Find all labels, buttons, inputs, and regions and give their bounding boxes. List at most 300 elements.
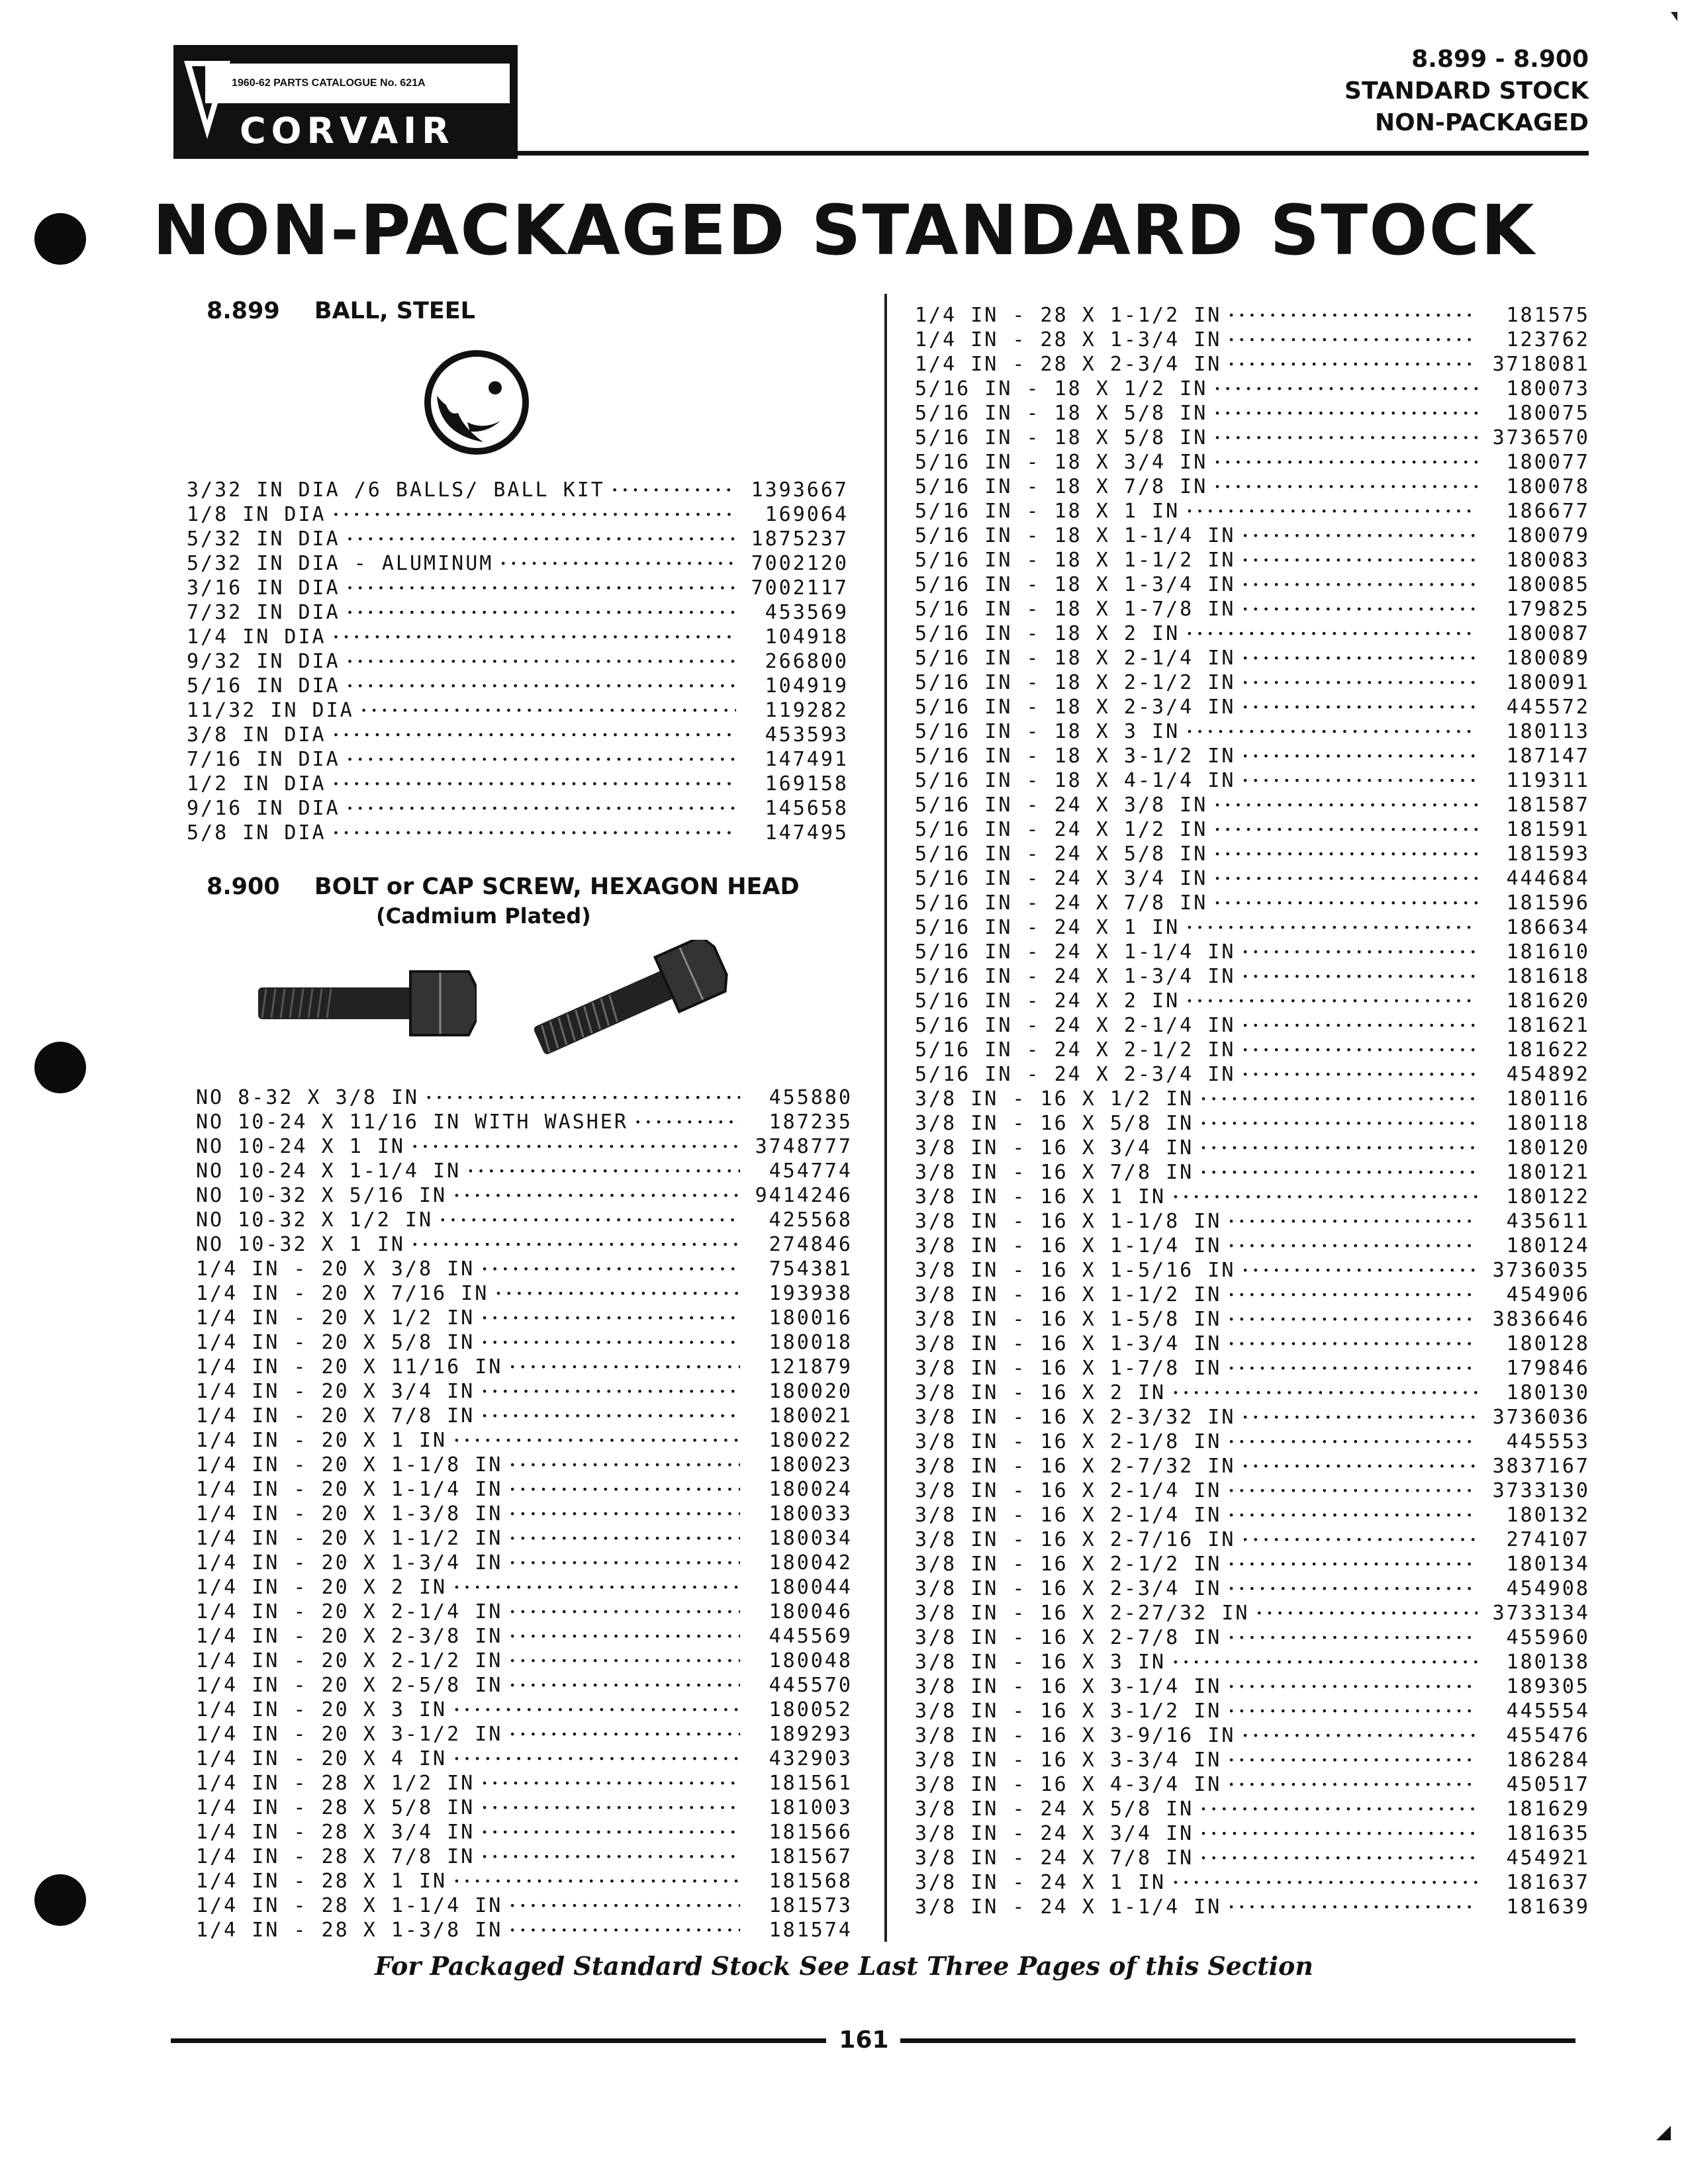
leader-dots [1172,1182,1477,1209]
part-number: 444684 [1506,867,1590,890]
leader-dots [1228,1476,1477,1503]
part-number: 425568 [769,1208,853,1232]
part-number: 180132 [1506,1504,1590,1527]
part-description: 1/4 IN - 20 X 3/4 IN [196,1380,475,1403]
part-number: 445553 [1506,1430,1590,1453]
part-description: 3/8 IN - 16 X 1-5/16 IN [915,1259,1236,1282]
leader-dots [1186,913,1477,940]
leader-dots [509,1646,740,1673]
list-item [915,1723,1590,1748]
part-description: NO 10-24 X 1-1/4 IN [196,1160,461,1183]
list-item [915,842,1590,866]
part-number: 181587 [1506,794,1590,817]
part-number: 181596 [1506,891,1590,915]
part-number: 181568 [769,1870,853,1893]
leader-dots [1228,325,1477,352]
leader-dots [1172,1378,1477,1405]
part-description: 9/32 IN DIA [187,650,340,673]
footer-rule [900,2038,1575,2043]
leader-dots [1228,1574,1477,1601]
list-item [915,1846,1590,1870]
part-description: 1/4 IN - 20 X 1 IN [196,1429,447,1452]
part-number: 445569 [769,1625,853,1648]
part-number: 3736570 [1492,426,1590,449]
list-item [196,1796,853,1820]
hex-bolt-illustration [258,953,477,1052]
part-number: 3718081 [1492,353,1590,376]
part-description: 3/8 IN - 24 X 1 IN [915,1871,1166,1894]
part-description: 1/4 IN - 28 X 7/8 IN [196,1845,475,1868]
part-description: 1/4 IN DIA [187,625,326,649]
list-item [196,1428,853,1453]
leader-dots [347,573,736,600]
leader-dots [1214,447,1477,475]
part-description: 5/32 IN DIA [187,527,340,551]
part-description: 3/8 IN - 16 X 2-7/32 IN [915,1455,1236,1478]
list-item [196,1306,853,1330]
leader-dots [1242,1255,1477,1283]
list-item [196,1257,853,1281]
part-description: 1/4 IN - 20 X 3-1/2 IN [196,1723,503,1746]
punch-hole [34,1874,86,1926]
part-description: 3/8 IN - 16 X 2-1/4 IN [915,1504,1222,1527]
part-number: 180087 [1506,622,1590,645]
corvair-logo [173,45,518,159]
part-description: 5/16 IN - 24 X 2-1/2 IN [915,1038,1236,1062]
steel-ball-illustration [424,349,530,455]
part-number: 180022 [769,1429,853,1452]
part-description: 5/16 IN - 18 X 3 IN [915,720,1180,743]
part-number: 180079 [1506,524,1590,547]
list-item [915,1209,1590,1234]
leader-dots [1186,986,1477,1013]
list-item [196,1281,853,1306]
part-number: 180138 [1506,1651,1590,1674]
list-item [196,1624,853,1649]
part-description: 11/32 IN DIA [187,699,354,722]
part-description: 1/4 IN - 28 X 3/4 IN [196,1821,475,1844]
section-subtitle: (Cadmium Plated) [376,903,591,929]
part-description: 3/8 IN - 24 X 5/8 IN [915,1797,1194,1821]
part-number: 455960 [1506,1626,1590,1649]
leader-dots [1242,766,1477,793]
list-item [915,940,1590,964]
part-number: 180042 [769,1551,853,1574]
list-item [196,1600,853,1624]
part-description: 1/4 IN - 20 X 1-1/2 IN [196,1527,503,1550]
list-item [915,548,1590,572]
leader-dots [500,549,736,576]
part-number: 445554 [1506,1700,1590,1723]
leader-dots [509,1548,740,1575]
leader-dots [1242,962,1477,989]
list-item [196,1232,853,1257]
part-number: 169158 [765,772,849,796]
part-description: 1/4 IN - 28 X 1/2 IN [196,1772,475,1795]
list-item [915,1160,1590,1185]
part-description: 1/4 IN - 28 X 1-1/4 IN [196,1894,503,1917]
part-number: 454921 [1506,1846,1590,1870]
list-item [915,1625,1590,1650]
part-description: 5/16 IN - 18 X 1-3/4 IN [915,573,1236,596]
section-range: 8.899 - 8.900 [1411,46,1589,73]
leader-dots [1214,888,1477,915]
part-number: 145658 [765,797,849,820]
list-item [915,1748,1590,1772]
leader-dots [509,1524,740,1551]
part-number: 180023 [769,1453,853,1477]
list-item [915,1356,1590,1381]
list-item [915,1601,1590,1625]
part-number: 181003 [769,1796,853,1819]
header-section-info [1344,44,1589,139]
leader-dots [1228,1206,1477,1234]
leader-dots [1214,398,1477,426]
part-description: 5/16 IN - 18 X 2-1/4 IN [915,647,1236,670]
part-number: 3748777 [755,1135,853,1158]
list-item [915,915,1590,940]
part-description: NO 10-32 X 1 IN [196,1233,405,1256]
leader-dots [1242,1060,1477,1087]
list-item [196,1134,853,1159]
leader-dots [412,1230,740,1257]
part-description: 1/4 IN - 20 X 1-3/4 IN [196,1551,503,1574]
part-description: 5/16 IN - 24 X 2-1/4 IN [915,1014,1236,1037]
part-description: 5/32 IN DIA - ALUMINUM [187,552,494,575]
part-description: 3/8 IN - 16 X 1 IN [915,1185,1166,1208]
part-description: 5/16 IN - 18 X 4-1/4 IN [915,769,1236,792]
page-number: 161 [839,2026,889,2054]
list-item [187,649,849,674]
part-description: 5/16 IN - 18 X 5/8 IN [915,402,1208,425]
list-item [196,1918,853,1942]
part-description: 5/16 IN - 24 X 5/8 IN [915,842,1208,866]
part-description: 5/16 IN - 18 X 2 IN [915,622,1180,645]
list-item [915,866,1590,891]
leader-dots [1228,300,1477,328]
part-number: 180128 [1506,1332,1590,1355]
leader-dots [1228,1696,1477,1723]
list-item [915,572,1590,597]
leader-dots [1214,790,1477,817]
leader-dots [1256,1598,1477,1625]
list-item [196,1453,853,1477]
leader-dots [1186,619,1477,646]
list-item [915,646,1590,670]
part-number: 454774 [769,1160,853,1183]
part-number: 187147 [1506,745,1590,768]
part-number: 180120 [1506,1136,1590,1160]
part-number: 121879 [769,1355,853,1379]
part-description: 3/32 IN DIA /6 BALLS/ BALL KIT [187,478,605,502]
part-number: 147491 [765,748,849,771]
part-number: 180024 [769,1478,853,1501]
leader-dots [481,1328,740,1355]
part-number: 104919 [765,674,849,698]
list-item [915,989,1590,1013]
part-description: 1/4 IN - 20 X 2-1/2 IN [196,1649,503,1672]
list-item [915,1038,1590,1062]
part-number: 180085 [1506,573,1590,596]
list-item [196,1208,853,1232]
leader-dots [1214,423,1477,450]
part-description: 1/4 IN - 20 X 2-5/8 IN [196,1674,503,1697]
leader-dots [1242,1721,1477,1748]
part-description: NO 10-32 X 1/2 IN [196,1208,434,1232]
part-description: 3/8 IN - 16 X 4-3/4 IN [915,1773,1222,1796]
list-item [196,1649,853,1673]
leader-dots [333,500,736,527]
part-description: 3/8 IN - 16 X 2-1/2 IN [915,1553,1222,1576]
part-number: 104918 [765,625,849,649]
part-description: 7/32 IN DIA [187,601,340,624]
list-item [196,1869,853,1893]
part-number: 180118 [1506,1112,1590,1135]
list-item [915,1258,1590,1283]
list-item [187,698,849,723]
part-number: 180122 [1506,1185,1590,1208]
leader-dots [1242,594,1477,621]
part-description: 5/16 IN - 18 X 1-7/8 IN [915,598,1236,621]
list-item [196,1698,853,1722]
punch-hole [34,1042,86,1093]
part-description: 3/8 IN - 16 X 7/8 IN [915,1161,1194,1184]
part-description: 3/8 IN - 16 X 3-3/4 IN [915,1749,1222,1772]
list-item [196,1893,853,1918]
part-number: 181618 [1506,965,1590,988]
leader-dots [1242,521,1477,548]
part-description: 3/8 IN - 16 X 1-1/4 IN [915,1234,1222,1257]
part-description: 5/16 IN - 24 X 3/8 IN [915,794,1208,817]
list-item [915,1136,1590,1160]
list-item [196,1379,853,1404]
part-number: 181635 [1506,1822,1590,1845]
list-item [915,1087,1590,1111]
part-number: 181620 [1506,989,1590,1013]
leader-dots [347,794,736,821]
list-item [196,1404,853,1428]
hex-bolt-illustration [523,940,735,1059]
part-description: 5/16 IN - 18 X 1/2 IN [915,377,1208,400]
leader-dots [453,1866,740,1893]
part-number: 189293 [769,1723,853,1746]
part-description: 5/16 IN - 18 X 2-3/4 IN [915,696,1236,719]
list-item [915,621,1590,646]
leader-dots [481,1254,740,1281]
part-number: 180116 [1506,1087,1590,1111]
list-item [915,1332,1590,1356]
leader-dots [1228,1329,1477,1356]
list-item [187,551,849,576]
list-item [915,1699,1590,1723]
part-number: 181639 [1506,1895,1590,1919]
part-description: 3/8 IN - 16 X 2-27/32 IN [915,1602,1250,1625]
part-description: 3/8 IN - 16 X 1/2 IN [915,1087,1194,1111]
leader-dots [1214,374,1477,401]
list-item [196,1747,853,1771]
leader-dots [333,720,736,747]
page-title: NON-PACKAGED STANDARD STOCK [152,190,1536,271]
leader-dots [453,1426,740,1453]
part-number: 454906 [1506,1283,1590,1306]
list-item [196,1085,853,1110]
part-description: 1/4 IN - 20 X 2-1/4 IN [196,1600,503,1623]
list-item [915,1821,1590,1846]
leader-dots [1228,1770,1477,1797]
part-description: 7/16 IN DIA [187,748,340,771]
part-number: 445570 [769,1674,853,1697]
leader-dots [1228,1304,1477,1332]
part-number: 7002120 [751,552,849,575]
corner-mark [1656,2126,1671,2140]
part-description: 9/16 IN DIA [187,797,340,820]
list-item [187,674,849,698]
part-description: 5/16 IN - 18 X 2-1/2 IN [915,671,1236,694]
part-description: 5/16 IN - 18 X 1 IN [915,500,1180,523]
part-description: 3/8 IN - 16 X 5/8 IN [915,1112,1194,1135]
part-number: 1875237 [751,527,849,551]
list-item [915,499,1590,523]
leader-dots [481,1817,740,1844]
part-number: 193938 [769,1282,853,1305]
part-number: 180016 [769,1306,853,1330]
leader-dots [426,1083,740,1110]
part-description: 3/8 IN DIA [187,723,326,747]
leader-dots [495,1279,740,1306]
part-description: 3/8 IN - 16 X 2-3/32 IN [915,1406,1236,1429]
list-item [915,1527,1590,1552]
list-item [196,1673,853,1698]
list-item [915,303,1590,328]
bolt-parts-list-left [196,1085,853,1942]
part-number: 189305 [1506,1675,1590,1698]
list-item [915,1234,1590,1258]
part-number: 180052 [769,1698,853,1721]
leader-dots [481,1768,740,1796]
leader-dots [481,1842,740,1869]
leader-dots [1242,741,1477,768]
leader-dots [1200,1084,1477,1111]
list-item [915,719,1590,744]
leader-dots [509,1450,740,1477]
section-number: 8.899 [207,298,280,324]
part-description: 1/4 IN - 20 X 3/8 IN [196,1257,475,1281]
part-description: 3/8 IN - 16 X 1-3/4 IN [915,1332,1222,1355]
part-description: 5/16 IN DIA [187,674,340,698]
list-item [915,401,1590,426]
list-item [187,747,849,772]
list-item [915,1454,1590,1479]
leader-dots [453,1181,740,1208]
leader-dots [361,696,736,723]
list-item [915,964,1590,989]
part-description: 1/4 IN - 20 X 4 IN [196,1747,447,1770]
list-item [187,772,849,796]
leader-dots [509,1499,740,1526]
leader-dots [1242,668,1477,695]
part-number: 180083 [1506,549,1590,572]
ball-parts-list [187,478,849,845]
part-number: 274107 [1506,1528,1590,1551]
list-item [915,817,1590,842]
part-number: 3733134 [1492,1602,1590,1625]
leader-dots [1228,1672,1477,1699]
part-description: 1/4 IN - 20 X 5/8 IN [196,1331,475,1354]
part-number: 180044 [769,1576,853,1599]
part-description: 5/16 IN - 18 X 3/4 IN [915,451,1208,474]
leader-dots [1228,1745,1477,1772]
part-number: 181629 [1506,1797,1590,1821]
leader-dots [1200,1794,1477,1821]
part-description: 1/4 IN - 20 X 7/16 IN [196,1282,489,1305]
part-description: 3/8 IN - 16 X 1-1/8 IN [915,1210,1222,1233]
leader-dots [509,1475,740,1502]
list-item [187,502,849,527]
leader-dots [1242,937,1477,964]
leader-dots [347,671,736,698]
list-item [196,1110,853,1134]
section-title: BALL, STEEL [314,298,475,324]
part-number: 180018 [769,1331,853,1354]
part-description: 1/4 IN - 20 X 7/8 IN [196,1404,475,1428]
part-number: 181622 [1506,1038,1590,1062]
part-description: 1/4 IN - 28 X 2-3/4 IN [915,353,1222,376]
list-item [915,1430,1590,1454]
part-number: 180073 [1506,377,1590,400]
part-description: 5/16 IN - 24 X 1-3/4 IN [915,965,1236,988]
leader-dots [1242,1011,1477,1038]
leader-dots [509,1597,740,1624]
list-item [915,1552,1590,1576]
leader-dots [333,769,736,796]
part-description: 1/4 IN - 28 X 1-1/2 IN [915,304,1222,327]
part-description: 1/4 IN - 28 X 1 IN [196,1870,447,1893]
part-number: 1393667 [751,478,849,502]
leader-dots [481,1793,740,1820]
list-item [915,1185,1590,1209]
part-description: 3/8 IN - 16 X 1-1/2 IN [915,1283,1222,1306]
corner-mark [1671,12,1677,21]
list-item [196,1771,853,1796]
part-description: NO 10-24 X 11/16 IN WITH WASHER [196,1111,628,1134]
list-item [196,1502,853,1526]
part-number: 186284 [1506,1749,1590,1772]
part-number: 455880 [769,1086,853,1109]
part-description: 1/4 IN - 20 X 2 IN [196,1576,447,1599]
leader-dots [1242,643,1477,670]
leader-dots [1186,717,1477,744]
list-item [915,1797,1590,1821]
leader-dots [635,1107,740,1134]
part-number: 453569 [765,601,849,624]
header-rule [510,151,1589,156]
leader-dots [1242,1402,1477,1430]
part-number: 454908 [1506,1577,1590,1600]
leader-dots [509,1891,740,1918]
leader-dots [1228,1353,1477,1381]
list-item [915,1650,1590,1674]
leader-dots [412,1132,740,1159]
part-description: 1/4 IN - 20 X 1-1/4 IN [196,1478,503,1501]
list-item [196,1526,853,1551]
part-number: 186634 [1506,916,1590,939]
footer-note: For Packaged Standard Stock See Last Three Pages of this Section [374,1951,1314,1981]
part-number: 181566 [769,1821,853,1844]
list-item [196,1575,853,1600]
part-number: 119311 [1506,769,1590,792]
leader-dots [509,1352,740,1379]
part-number: 180048 [769,1649,853,1672]
